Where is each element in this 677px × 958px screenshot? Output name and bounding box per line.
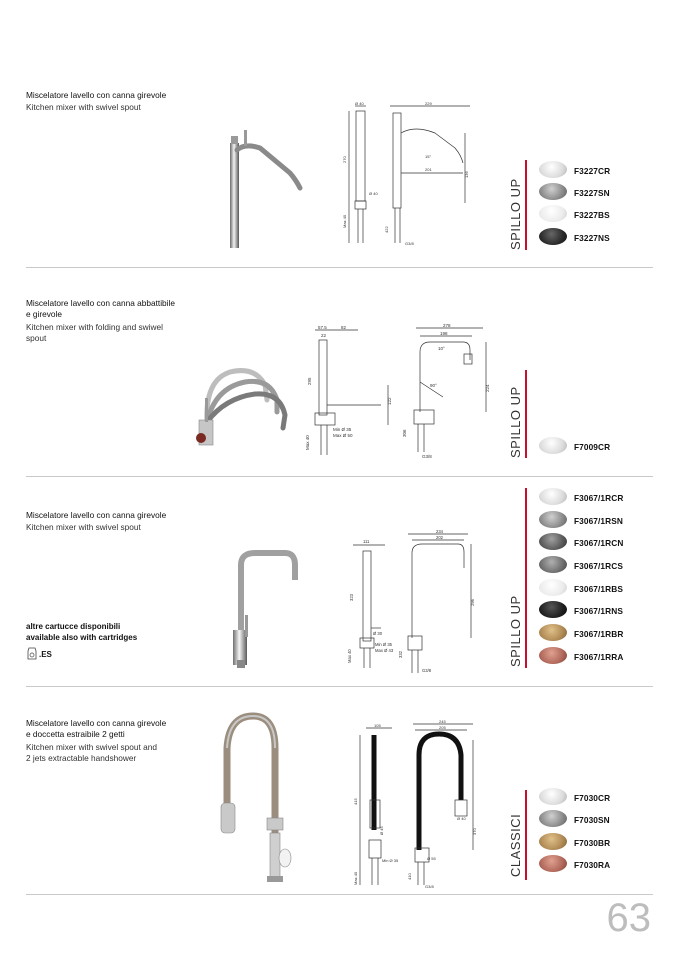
variant-code: F3227NS [574, 233, 610, 243]
svg-text:57.5: 57.5 [318, 325, 327, 330]
swatch-rcn [539, 533, 567, 550]
faucet-photo [200, 128, 320, 253]
swatch-sn [539, 810, 567, 827]
series-label: SPILLO UP [508, 386, 523, 458]
variant-code: F7009CR [574, 442, 611, 452]
divider [26, 267, 653, 268]
svg-text:202: 202 [436, 535, 443, 540]
svg-text:410: 410 [407, 873, 412, 880]
swatch-cr [539, 437, 567, 454]
svg-text:G3/8: G3/8 [405, 241, 414, 246]
series-bar [525, 488, 527, 668]
svg-text:Ø 30: Ø 30 [373, 631, 383, 636]
technical-drawing-front [398, 322, 493, 462]
swatch-rns [539, 601, 567, 618]
svg-text:Ø 40: Ø 40 [457, 816, 466, 821]
swatch-rsn [539, 511, 567, 528]
desc-en: Kitchen mixer with swivel spout [26, 102, 141, 112]
svg-text:Max 40: Max 40 [305, 435, 310, 450]
swatch-cr [539, 788, 567, 805]
technical-drawing-front [385, 103, 475, 253]
svg-text:Min Ø 35: Min Ø 35 [333, 427, 352, 432]
desc-it: Miscelatore lavello con canna girevole e doccetta estraibile 2 getti [26, 718, 167, 740]
svg-text:G3/8: G3/8 [422, 454, 432, 459]
technical-drawing-side [343, 103, 383, 253]
svg-text:201: 201 [425, 167, 432, 172]
series-bar [525, 160, 527, 250]
divider [26, 894, 653, 895]
svg-text:224: 224 [485, 384, 490, 392]
variant-code: F3067/1RRA [574, 652, 624, 662]
svg-text:122: 122 [387, 397, 392, 405]
svg-text:82: 82 [341, 325, 347, 330]
svg-text:Max Ø 50: Max Ø 50 [333, 433, 353, 438]
svg-text:306: 306 [402, 429, 407, 437]
desc-it: Miscelatore lavello con canna abbattibile e girevole [26, 298, 175, 320]
svg-text:245: 245 [439, 719, 446, 724]
svg-text:415: 415 [353, 798, 358, 805]
svg-text:15°: 15° [425, 154, 432, 159]
svg-text:198: 198 [440, 331, 448, 336]
page-number: 63 [606, 896, 651, 940]
swatch-rra [539, 647, 567, 664]
faucet-photo [185, 360, 295, 455]
svg-text:Min Ø 35: Min Ø 35 [375, 642, 392, 647]
svg-text:Max Ø 43: Max Ø 43 [375, 648, 394, 653]
swatch-rcs [539, 556, 567, 573]
desc-en: Kitchen mixer with swivel spout and 2 jets extractable handshower [26, 742, 157, 764]
swatch-ra [539, 855, 567, 872]
svg-text:Ø 40: Ø 40 [369, 191, 378, 196]
desc-it: Miscelatore lavello con canna girevole [26, 90, 167, 100]
variant-code: F3067/1RCN [574, 538, 624, 548]
series-bar [525, 370, 527, 458]
variant-code: F3067/1RCR [574, 493, 624, 503]
svg-text:205: 205 [439, 725, 446, 730]
desc-en: Kitchen mixer with folding and swiwel spout [26, 322, 163, 344]
swatch-ns [539, 228, 567, 245]
svg-text:370: 370 [472, 828, 477, 835]
variant-code: F7030SN [574, 815, 610, 825]
variant-code: F3067/1RSN [574, 516, 623, 526]
variant-code: F7030RA [574, 860, 611, 870]
swatch-rbs [539, 579, 567, 596]
technical-drawing-side [303, 325, 398, 460]
variant-code: F3227BS [574, 210, 610, 220]
svg-text:Ø 40: Ø 40 [355, 101, 364, 106]
swatch-rbr [539, 624, 567, 641]
desc-en: Kitchen mixer with swivel spout [26, 522, 141, 532]
technical-drawing-side [345, 533, 395, 673]
variant-code: F3067/1RNS [574, 606, 623, 616]
svg-text:332: 332 [398, 651, 403, 658]
swatch-sn [539, 183, 567, 200]
svg-text:22: 22 [321, 333, 327, 338]
svg-text:Max 40: Max 40 [353, 871, 358, 885]
svg-text:295: 295 [307, 377, 312, 385]
svg-text:278: 278 [443, 323, 451, 328]
divider [26, 476, 653, 477]
faucet-photo [215, 708, 310, 888]
cartridge-note: altre cartucce disponibili available also with cartridges [26, 622, 138, 642]
variant-code: F3067/1RBR [574, 629, 624, 639]
svg-text:296: 296 [470, 599, 475, 606]
variant-code: F3227SN [574, 188, 610, 198]
faucet-photo [215, 545, 305, 670]
swatch-bs [539, 205, 567, 222]
svg-text:Ø 45: Ø 45 [379, 826, 384, 835]
svg-text:Min Ø 35: Min Ø 35 [382, 858, 399, 863]
svg-text:111: 111 [363, 539, 370, 544]
svg-text:10°: 10° [438, 346, 445, 351]
svg-text:270: 270 [342, 156, 347, 163]
technical-drawing-front [405, 720, 480, 890]
svg-text:323: 323 [349, 594, 354, 601]
svg-text:234: 234 [436, 529, 443, 534]
svg-text:90°: 90° [430, 383, 437, 388]
cartridge-icon [26, 647, 38, 661]
cartridge-badge: .ES [26, 647, 52, 661]
svg-text:Max 40: Max 40 [347, 649, 352, 663]
technical-drawing-front [398, 528, 478, 678]
svg-text:422: 422 [384, 226, 389, 233]
series-label: CLASSICI [508, 813, 523, 877]
series-label: SPILLO UP [508, 595, 523, 667]
svg-text:Max 40: Max 40 [342, 214, 347, 228]
technical-drawing-side [352, 720, 407, 890]
swatch-rcr [539, 488, 567, 505]
divider [26, 686, 653, 687]
swatch-cr [539, 161, 567, 178]
variant-code: F3067/1RCS [574, 561, 623, 571]
svg-text:G3/8: G3/8 [425, 884, 434, 889]
svg-text:Ø 55: Ø 55 [427, 856, 436, 861]
series-label: SPILLO UP [508, 178, 523, 250]
series-bar [525, 790, 527, 880]
variant-code: F3067/1RBS [574, 584, 623, 594]
desc-it: Miscelatore lavello con canna girevole [26, 510, 167, 520]
variant-code: F3227CR [574, 166, 611, 176]
swatch-br [539, 833, 567, 850]
variant-code: F7030BR [574, 838, 611, 848]
svg-text:229: 229 [425, 101, 432, 106]
svg-text:105: 105 [374, 723, 381, 728]
svg-text:136: 136 [464, 171, 469, 178]
svg-text:G3/8: G3/8 [422, 668, 432, 673]
variant-code: F7030CR [574, 793, 611, 803]
